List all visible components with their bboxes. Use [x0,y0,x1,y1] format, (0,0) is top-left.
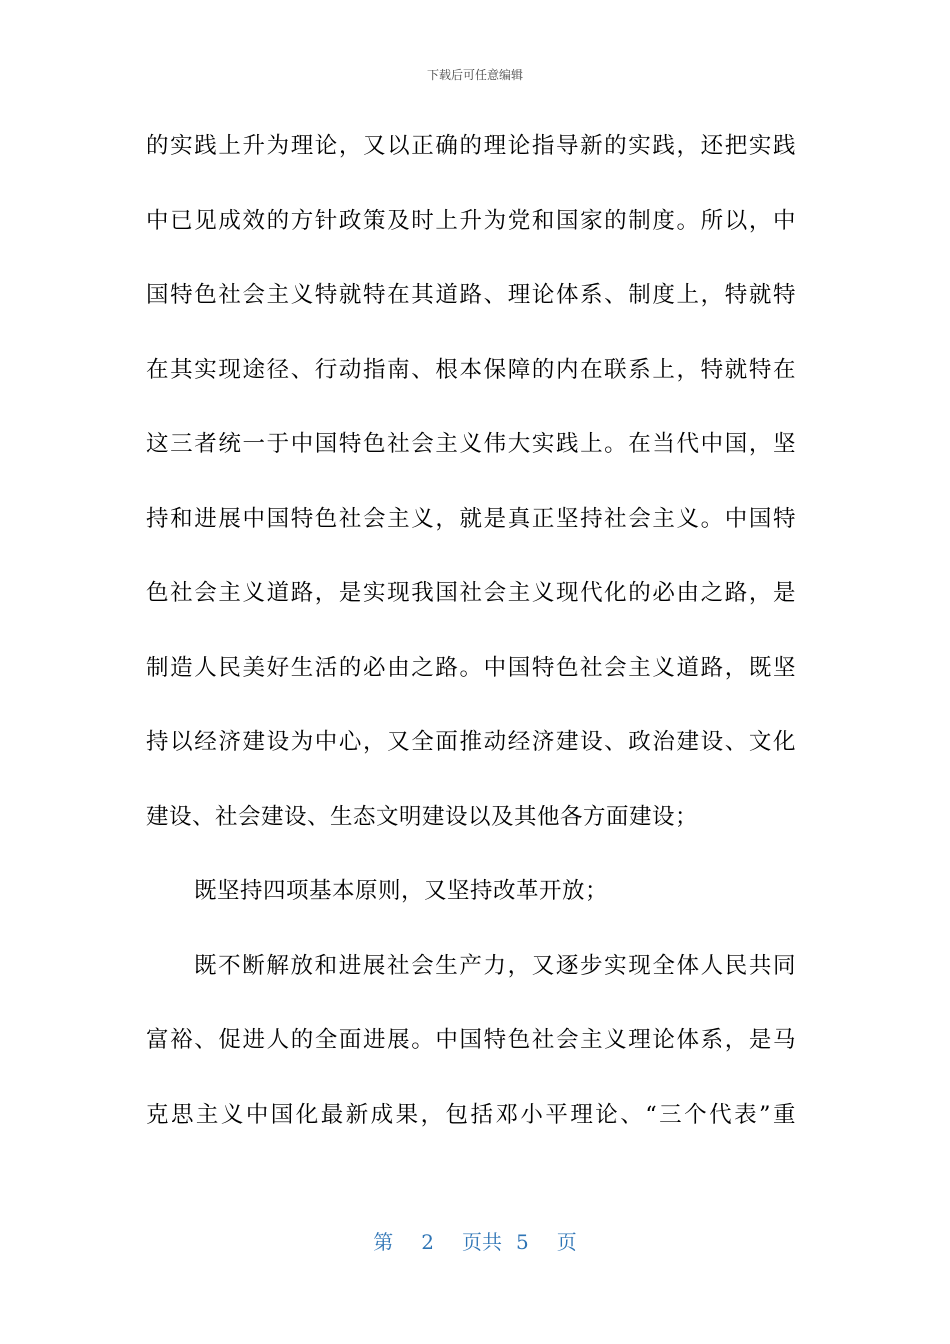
footer-di: 第 [373,1230,394,1254]
text-line: 制造人民美好生活的必由之路。中国特色社会主义道路，既坚 [146,655,796,681]
text-line: 持和进展中国特色社会主义，就是真正坚持社会主义。中国特 [146,506,796,532]
footer-ye-gong: 页共 [462,1230,502,1254]
text-line: 国特色社会主义特就特在其道路、理论体系、制度上，特就特 [146,282,796,308]
text-line: 这三者统一于中国特色社会主义伟大实践上。在当代中国，坚 [146,431,796,457]
text-line: 的实践上升为理论，又以正确的理论指导新的实践，还把实践 [146,133,796,159]
text-line: 既不断解放和进展社会生产力，又逐步实现全体人民共同 [194,953,796,979]
text-line: 在其实现途径、行动指南、根本保障的内在联系上，特就特在 [146,357,796,383]
text-line: 持以经济建设为中心，又全面推动经济建设、政治建设、文化 [146,729,796,755]
footer-ye: 页 [556,1230,577,1254]
page-footer [0,1226,950,1255]
text-line: 色社会主义道路，是实现我国社会主义现代化的必由之路，是 [146,580,796,606]
page-number: 2 [421,1230,434,1254]
page-total: 5 [516,1230,529,1254]
text-line: 克思主义中国化最新成果，包括邓小平理论、“三个代表”重 [146,1102,796,1128]
text-line: 中已见成效的方针政策及时上升为党和国家的制度。所以，中 [146,208,796,234]
text-line: 富裕、促进人的全面进展。中国特色社会主义理论体系，是马 [146,1027,796,1053]
page-header: 下载后可任意编辑 [426,68,523,82]
text-line: 建设、社会建设、生态文明建设以及其他各方面建设； [146,804,699,830]
text-line: 既坚持四项基本原则，又坚持改革开放； [194,878,609,904]
